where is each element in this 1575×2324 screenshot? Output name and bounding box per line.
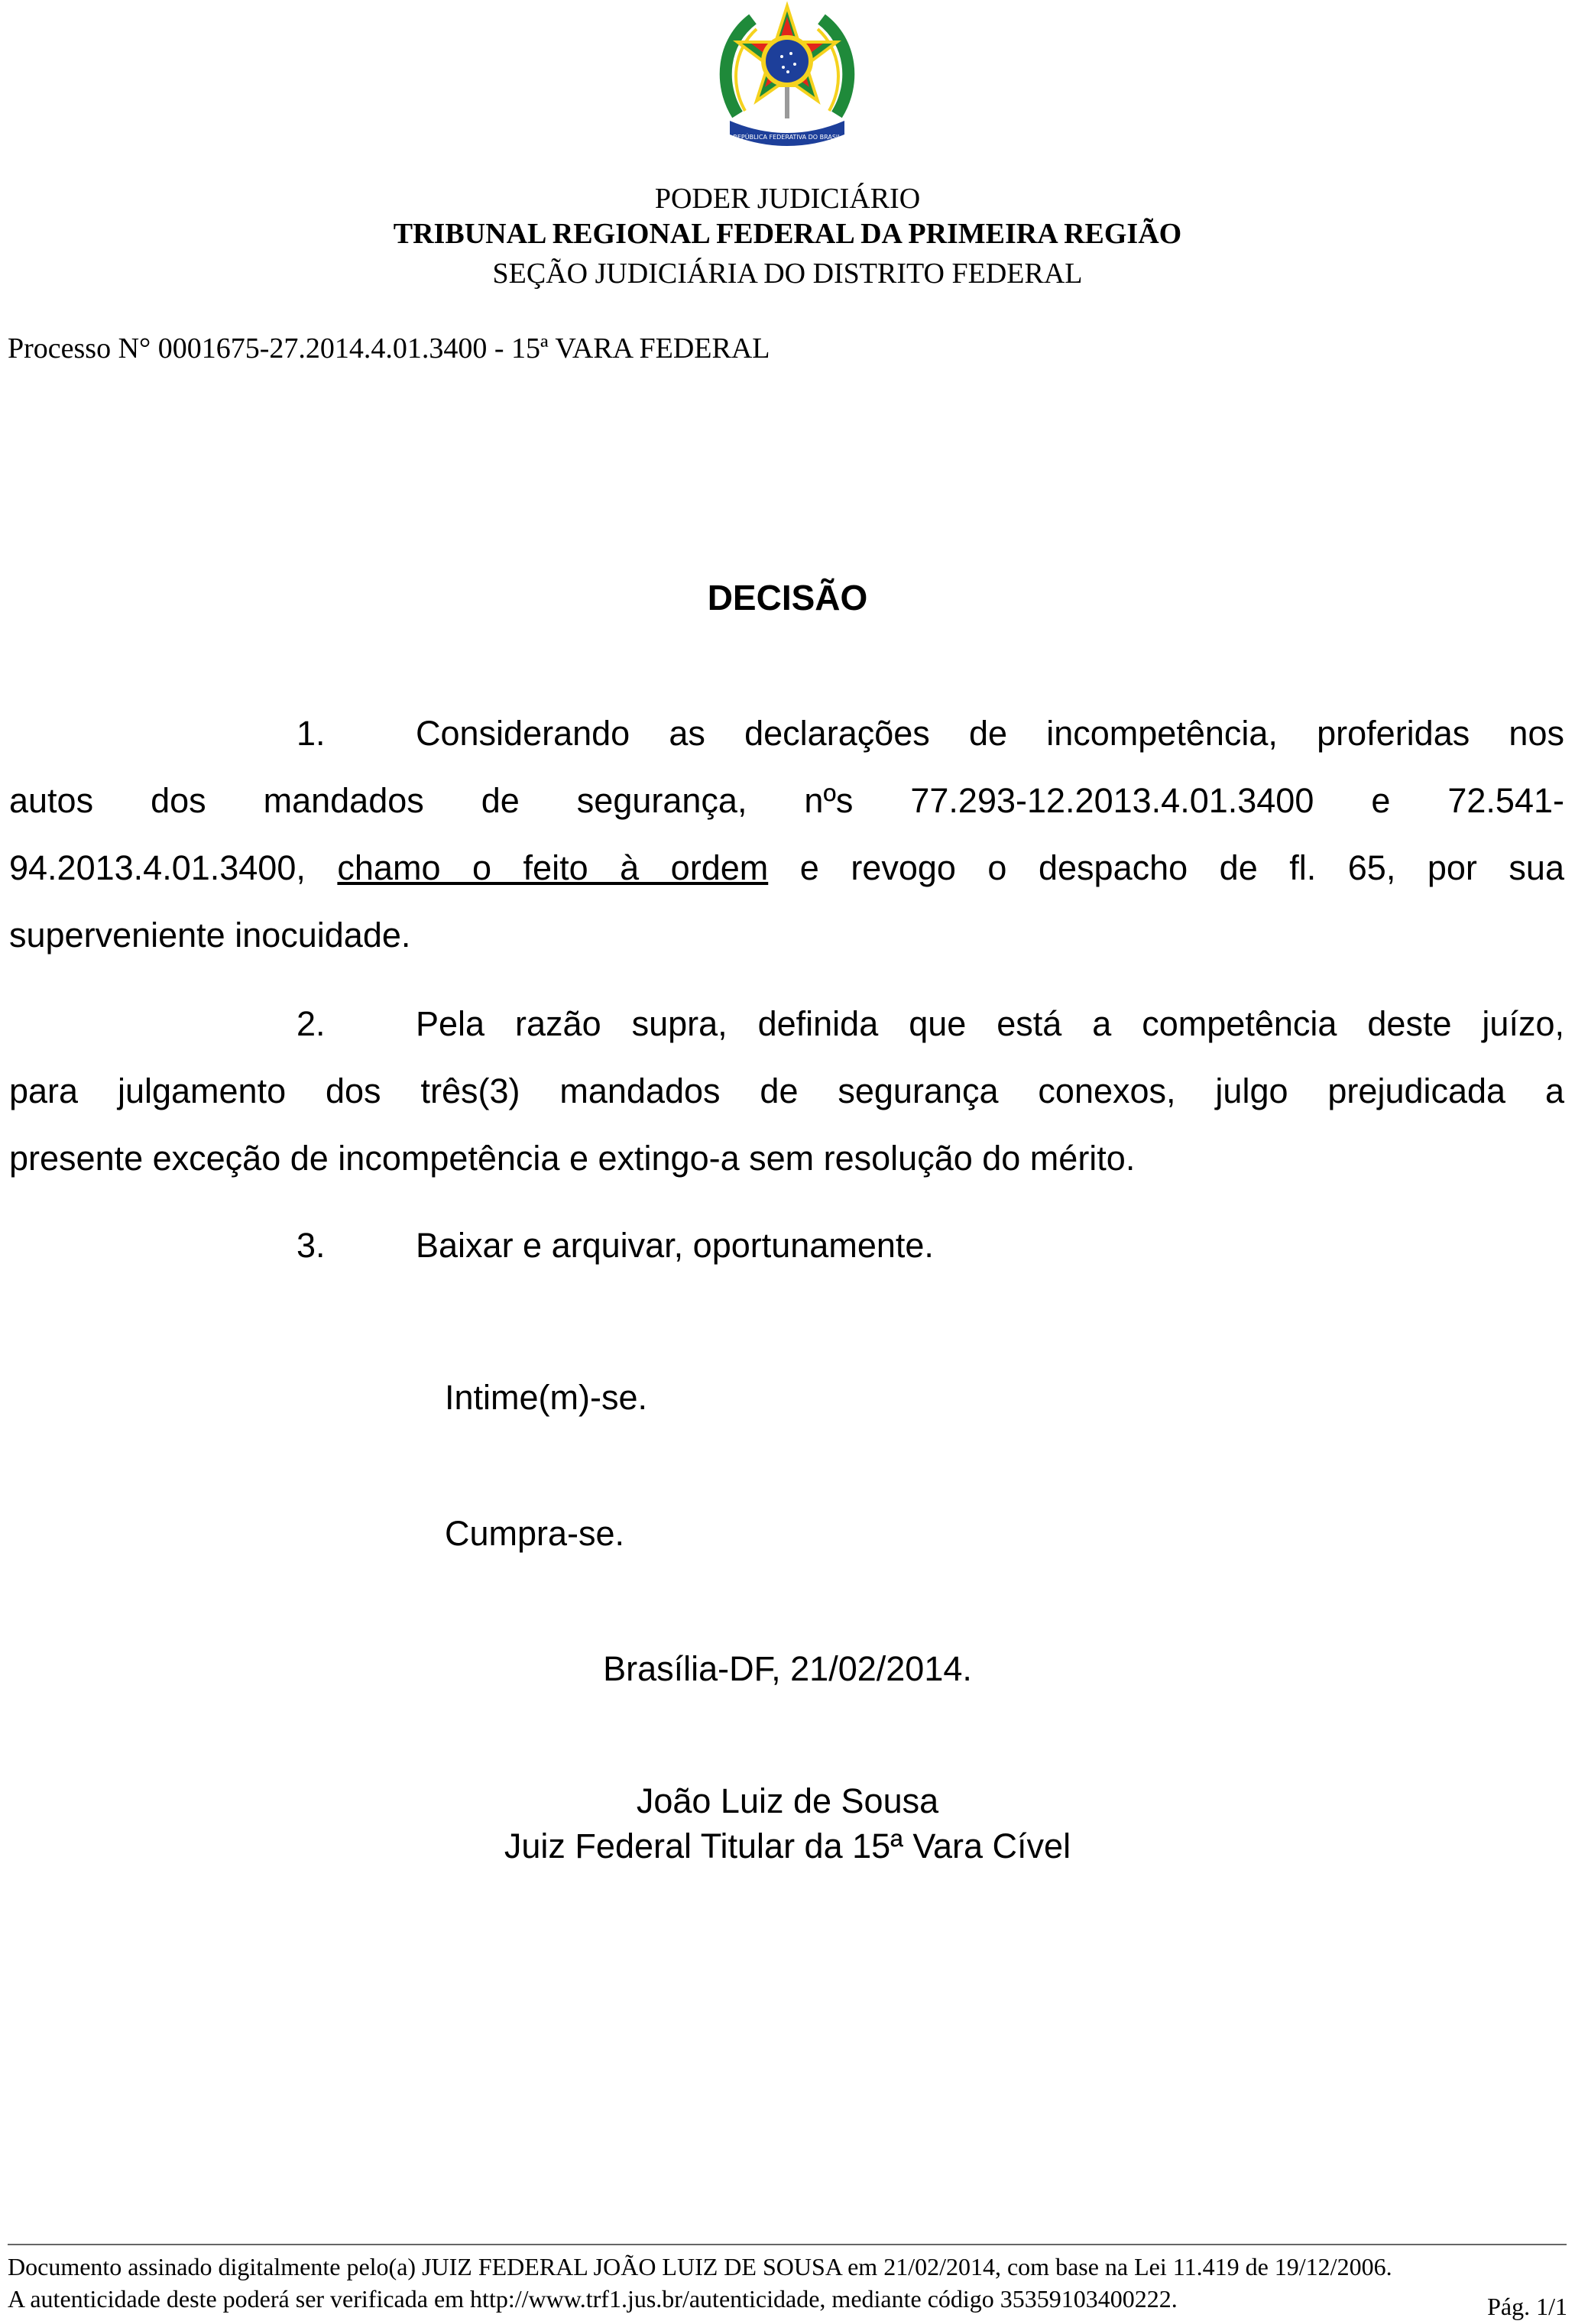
cumpra-text: Cumpra-se. <box>445 1514 625 1553</box>
page-number: Pág. 1/1 <box>1487 2293 1567 2320</box>
paragraph-1-line-2: autos dos mandados de segurança, nºs 77.293-12.2013.4.01.3400 e 72.541- <box>9 781 1564 820</box>
paragraph-3-text: Baixar e arquivar, oportunamente. <box>416 1226 934 1265</box>
paragraph-2-line-2: para julgamento dos três(3) mandados de segurança conexos, julgo prejudicada a <box>9 1071 1564 1110</box>
footer-authenticity-note: A autenticidade deste poderá ser verificada em http://www.trf1.jus.br/autenticidade, mediante código 35359103400222. <box>8 2285 1178 2313</box>
place-date: Brasília-DF, 21/02/2014. <box>603 1649 972 1688</box>
underlined-phrase: chamo o feito à ordem <box>337 848 769 887</box>
brazil-coat-of-arms-icon <box>715 0 860 150</box>
header-line-tribunal: TRIBUNAL REGIONAL FEDERAL DA PRIMEIRA REGIÃO <box>393 218 1182 250</box>
signature-name: João Luiz de Sousa <box>636 1781 939 1820</box>
document-title: DECISÃO <box>707 578 868 617</box>
paragraph-1-line-4: superveniente inocuidade. <box>9 916 411 955</box>
signature-role: Juiz Federal Titular da 15ª Vara Cível <box>504 1826 1071 1865</box>
paragraph-2-number: 2. <box>297 1004 326 1043</box>
paragraph-2-line-1: Pela razão supra, definida que está a competência deste juízo, <box>416 1004 1564 1043</box>
paragraph-1-line-3-end: e revogo o despacho de fl. 65, por sua <box>799 848 1564 887</box>
paragraph-1-line-3 <box>9 848 1564 888</box>
header-line-section: SEÇÃO JUDICIÁRIA DO DISTRITO FEDERAL <box>492 258 1083 290</box>
emblem-ribbon-text: REPÚBLICA FEDERATIVA DO BRASIL <box>733 134 841 141</box>
paragraph-1-line-3-start: 94.2013.4.01.3400, <box>9 848 306 887</box>
intimem-text: Intime(m)-se. <box>445 1378 648 1417</box>
paragraph-2-line-3: presente exceção de incompetência e extingo-a sem resolução do mérito. <box>9 1139 1136 1178</box>
header-line-judiciary: PODER JUDICIÁRIO <box>654 183 921 215</box>
process-number: Processo N° 0001675-27.2014.4.01.3400 - 15ª VARA FEDERAL <box>8 332 770 365</box>
footer-signature-note: Documento assinado digitalmente pelo(a) JUIZ FEDERAL JOÃO LUIZ DE SOUSA em 21/02/2014, com base na Lei 11.419 de 19/12/2006. <box>8 2253 1392 2280</box>
paragraph-1-number: 1. <box>297 714 326 753</box>
paragraph-3-number: 3. <box>297 1226 326 1265</box>
footer-divider <box>8 2244 1567 2245</box>
paragraph-1-line-1: Considerando as declarações de incompetência, proferidas nos <box>416 714 1564 753</box>
